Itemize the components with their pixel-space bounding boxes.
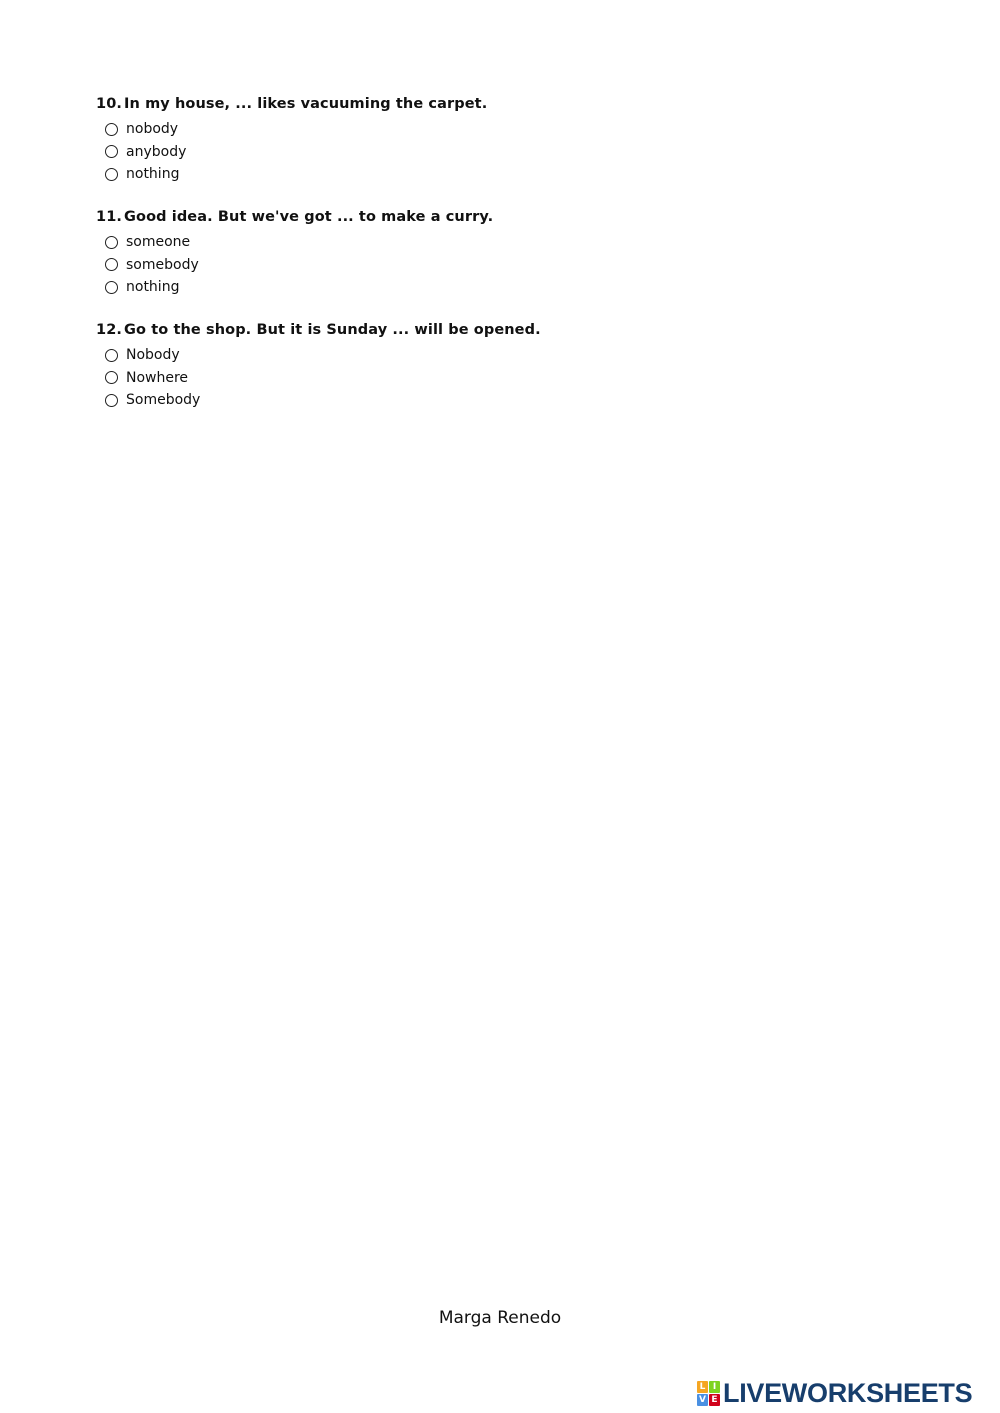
radio-button[interactable]: [105, 145, 118, 158]
logo-mark-letter: E: [709, 1394, 720, 1406]
options-list: [96, 231, 796, 299]
question-text: [96, 207, 796, 227]
logo-mark-letter: I: [709, 1381, 720, 1393]
option-nothing[interactable]: [96, 276, 796, 299]
radio-button[interactable]: [105, 281, 118, 294]
question-text: [96, 94, 796, 114]
option-nobody[interactable]: [96, 344, 796, 367]
option-label: anybody: [126, 143, 187, 160]
option-label: someone: [126, 234, 191, 251]
option-label: nobody: [126, 121, 179, 138]
option-nothing[interactable]: [96, 163, 796, 186]
radio-button[interactable]: [105, 236, 118, 249]
logo-mark-letter: V: [697, 1394, 708, 1406]
question-12: [96, 320, 796, 412]
author-name: Marga Renedo: [438, 1308, 562, 1328]
question-11: [96, 207, 796, 299]
option-somebody[interactable]: [96, 389, 796, 412]
question-prompt: In my house, ... likes vacuuming the carpet.: [124, 96, 488, 112]
option-label: somebody: [126, 256, 199, 273]
option-label: Somebody: [126, 392, 201, 409]
logo-mark-icon: [697, 1381, 720, 1406]
option-label: nothing: [126, 166, 180, 183]
logo-text: LIVEWORKSHEETS: [723, 1377, 973, 1408]
options-list: [96, 118, 796, 186]
option-nobody[interactable]: [96, 118, 796, 141]
options-list: [96, 344, 796, 412]
radio-button[interactable]: [105, 168, 118, 181]
option-label: Nowhere: [126, 369, 189, 386]
question-text: [96, 320, 796, 340]
question-10: [96, 94, 796, 186]
logo-mark-letter: L: [697, 1381, 708, 1393]
option-nowhere[interactable]: [96, 367, 796, 390]
question-number: 11.: [96, 209, 122, 225]
option-label: Nobody: [126, 347, 180, 364]
radio-button[interactable]: [105, 371, 118, 384]
question-number: 12.: [96, 322, 122, 338]
radio-button[interactable]: [105, 349, 118, 362]
radio-button[interactable]: [105, 258, 118, 271]
option-anybody[interactable]: [96, 141, 796, 164]
question-prompt: Good idea. But we've got ... to make a curry.: [124, 209, 494, 225]
option-label: nothing: [126, 279, 180, 296]
option-somebody[interactable]: [96, 254, 796, 277]
question-number: 10.: [96, 96, 122, 112]
option-someone[interactable]: [96, 231, 796, 254]
liveworksheets-logo: [697, 1378, 972, 1408]
radio-button[interactable]: [105, 394, 118, 407]
radio-button[interactable]: [105, 123, 118, 136]
question-prompt: Go to the shop. But it is Sunday ... will be opened.: [124, 322, 541, 338]
